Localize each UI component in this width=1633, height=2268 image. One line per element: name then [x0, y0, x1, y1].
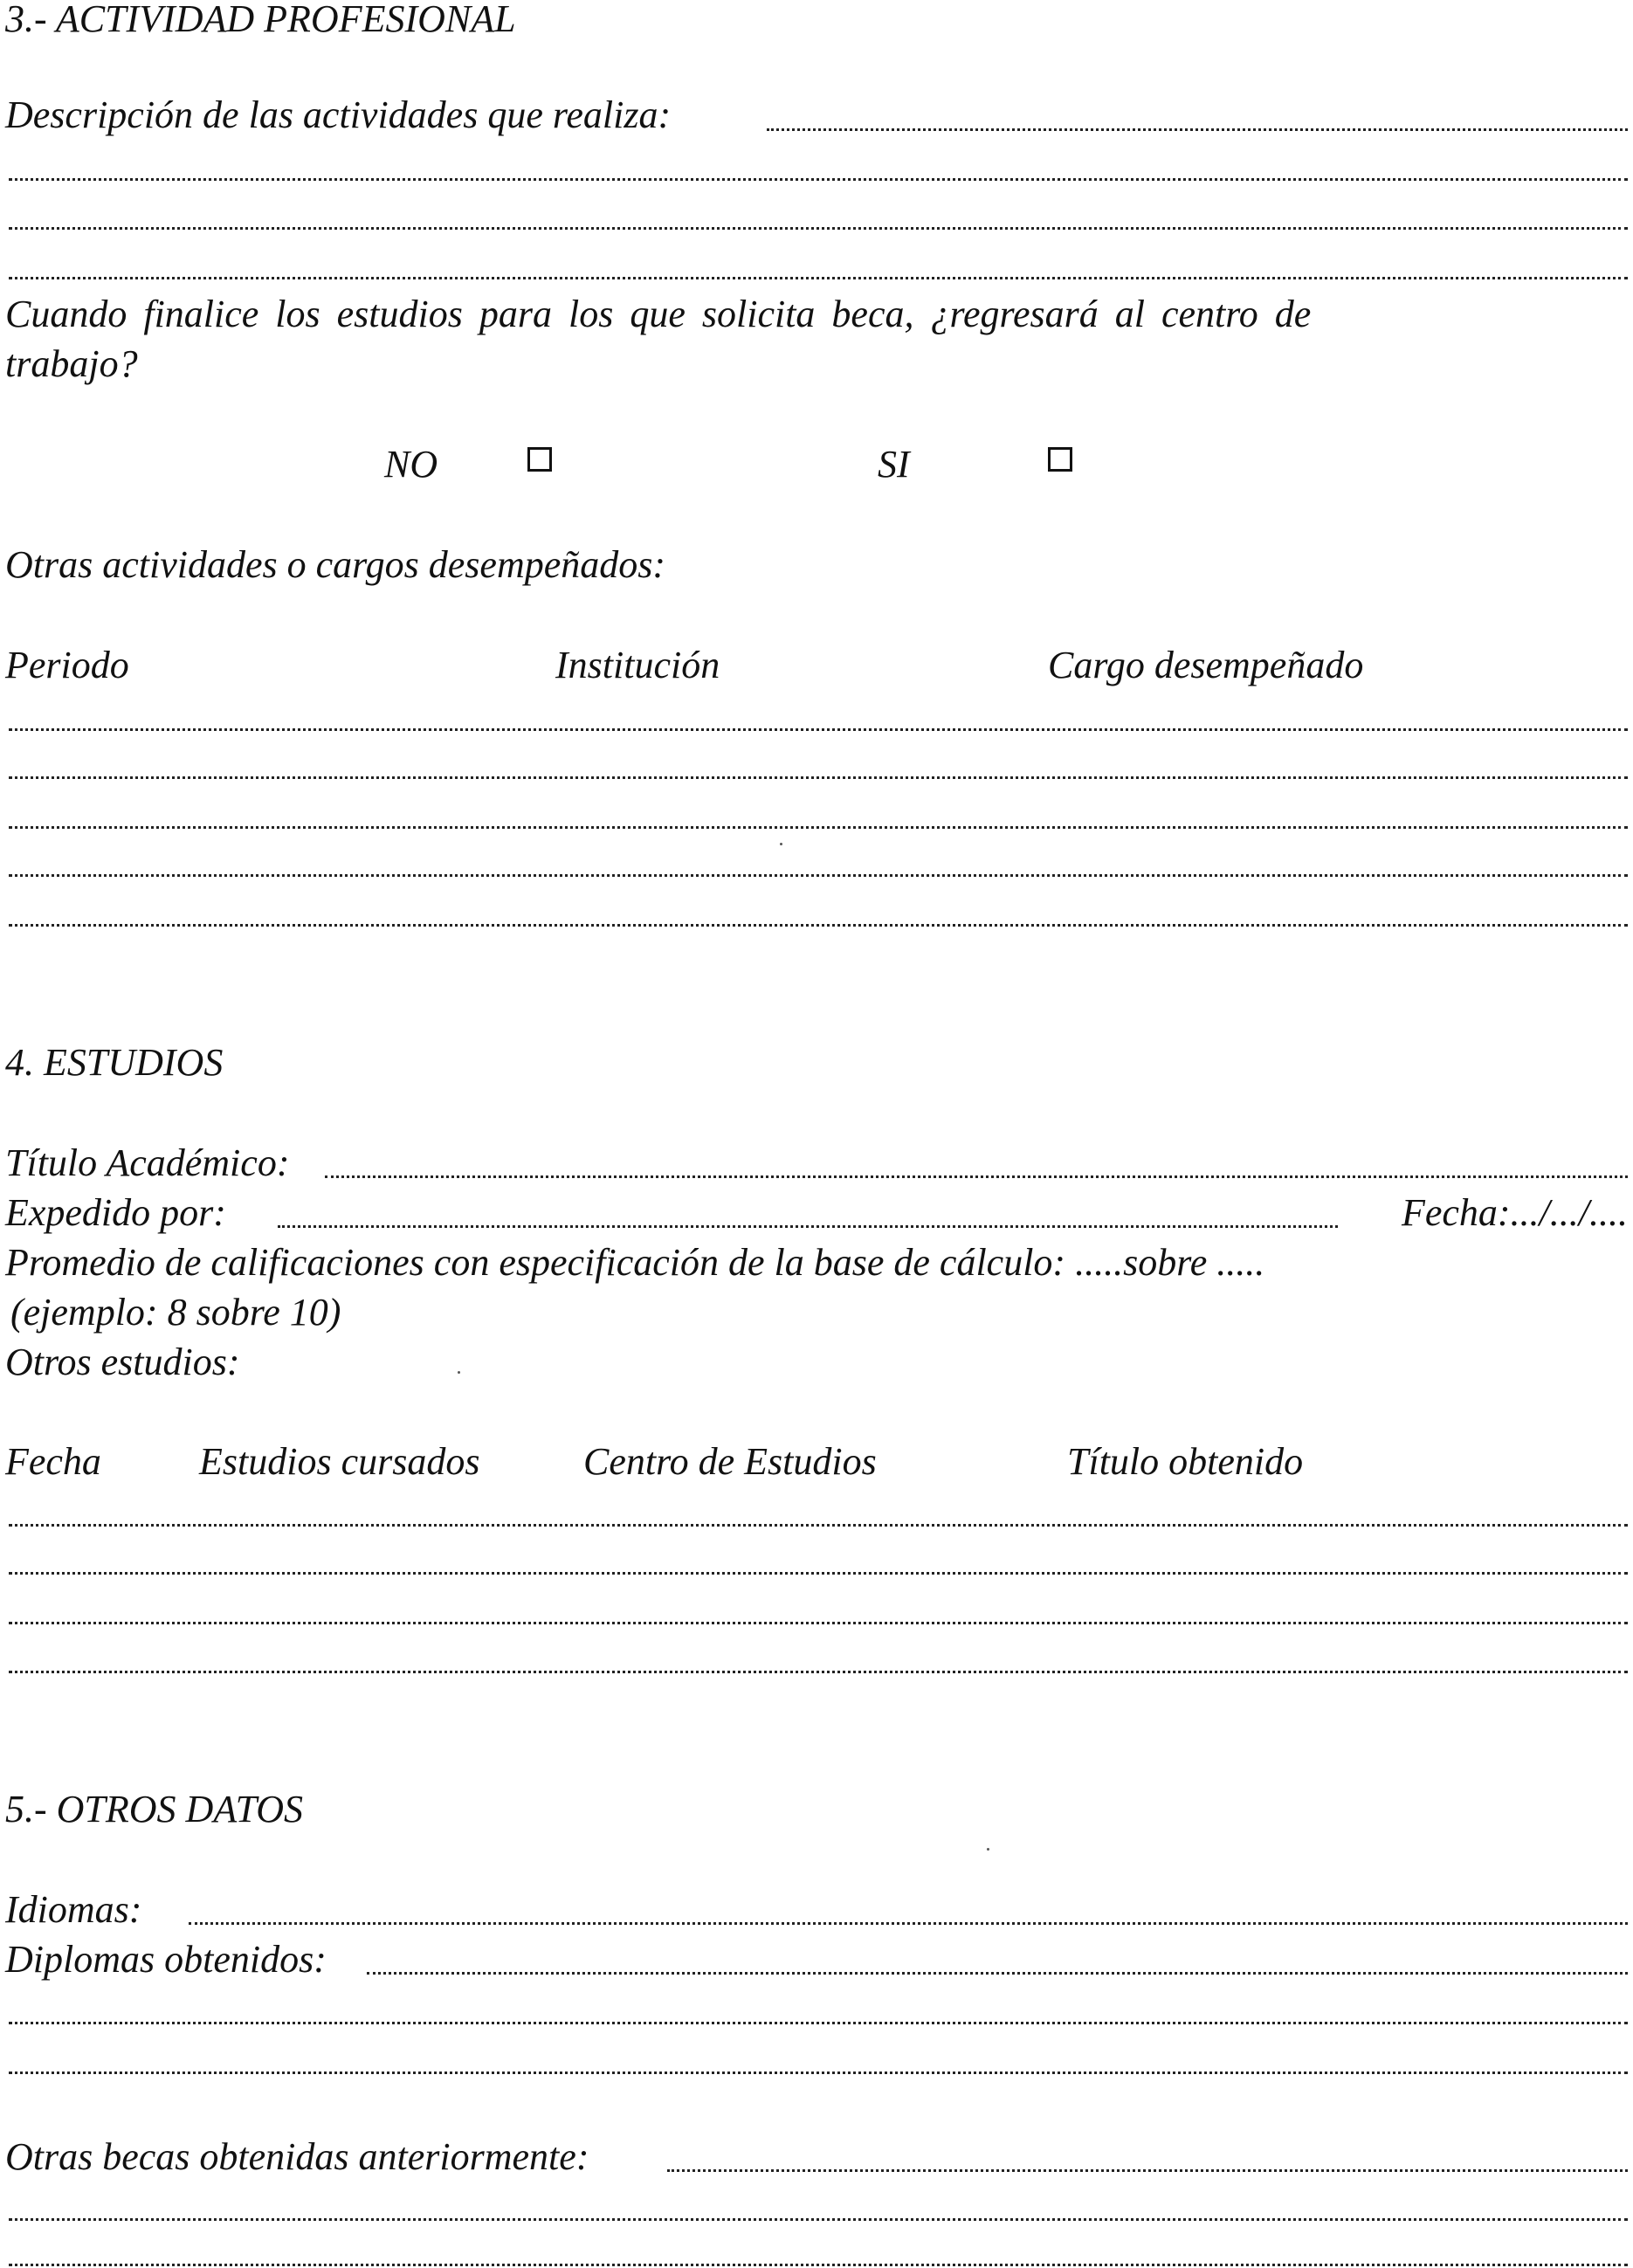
- section-3-heading: 3.- ACTIVIDAD PROFESIONAL: [5, 0, 516, 40]
- otras-becas-label: Otras becas obtenidas anteriormente:: [5, 2135, 589, 2178]
- column-header-periodo: Periodo: [5, 644, 129, 686]
- section-5-heading: 5.- OTROS DATOS: [5, 1788, 304, 1830]
- column-header-estudios-cursados: Estudios cursados: [199, 1440, 480, 1483]
- titulo-academico-label: Título Académico:: [5, 1141, 290, 1184]
- column-header-institucion: Institución: [555, 644, 720, 686]
- diplomas-line-2[interactable]: [9, 2022, 1628, 2024]
- return-question-line-2: trabajo?: [5, 342, 138, 385]
- fecha-field[interactable]: Fecha:.../.../....: [1401, 1191, 1628, 1234]
- option-si-checkbox[interactable]: [1048, 447, 1072, 472]
- otros-estudios-row-1[interactable]: [9, 1524, 1628, 1527]
- diplomas-field[interactable]: [367, 1972, 1628, 1975]
- diplomas-label: Diplomas obtenidos:: [5, 1938, 327, 1981]
- column-header-cargo: Cargo desempeñado: [1048, 644, 1364, 686]
- diplomas-line-3[interactable]: [9, 2072, 1628, 2074]
- idiomas-field[interactable]: [189, 1922, 1628, 1925]
- otras-becas-field[interactable]: [667, 2169, 1628, 2172]
- otros-estudios-row-2[interactable]: [9, 1572, 1628, 1575]
- otros-estudios-row-3[interactable]: [9, 1622, 1628, 1624]
- expedido-por-field[interactable]: [278, 1225, 1338, 1228]
- column-header-fecha: Fecha: [5, 1440, 101, 1483]
- expedido-por-label: Expedido por:: [5, 1191, 226, 1234]
- activities-description-line-2[interactable]: [9, 178, 1628, 181]
- section-4-heading: 4. ESTUDIOS: [5, 1041, 224, 1084]
- otros-estudios-row-4[interactable]: [9, 1671, 1628, 1673]
- column-header-titulo-obtenido: Título obtenido: [1067, 1440, 1304, 1483]
- otras-becas-line-2[interactable]: [9, 2218, 1628, 2221]
- activities-description-line-4[interactable]: [9, 277, 1628, 279]
- titulo-academico-field[interactable]: [325, 1175, 1628, 1178]
- stray-mark: [987, 1848, 989, 1851]
- other-activities-row-2[interactable]: [9, 776, 1628, 779]
- other-activities-row-5[interactable]: [9, 924, 1628, 927]
- otros-estudios-label: Otros estudios:: [5, 1341, 240, 1383]
- column-header-centro-estudios: Centro de Estudios: [583, 1440, 877, 1483]
- promedio-label: Promedio de calificaciones con especificación de la base de cálculo: .....sobre .....: [5, 1241, 1265, 1284]
- activities-description-line-3[interactable]: [9, 227, 1628, 230]
- stray-mark: [458, 1371, 460, 1374]
- return-question-line-1: Cuando finalice los estudios para los que solicita beca, ¿regresará al centro de: [5, 293, 1312, 335]
- other-activities-row-3[interactable]: [9, 826, 1628, 829]
- activities-description-field[interactable]: [767, 128, 1628, 131]
- other-activities-label: Otras actividades o cargos desempeñados:: [5, 543, 666, 586]
- option-no-checkbox[interactable]: [527, 447, 552, 472]
- option-si-label: SI: [878, 443, 910, 486]
- promedio-example: (ejemplo: 8 sobre 10): [10, 1291, 341, 1334]
- other-activities-row-1[interactable]: [9, 728, 1628, 731]
- otras-becas-line-3[interactable]: [9, 2264, 1628, 2266]
- idiomas-label: Idiomas:: [5, 1888, 142, 1931]
- activities-description-label: Descripción de las actividades que realiza:: [5, 93, 672, 136]
- option-no-label: NO: [384, 443, 438, 486]
- stray-mark: [780, 843, 782, 845]
- other-activities-row-4[interactable]: [9, 874, 1628, 877]
